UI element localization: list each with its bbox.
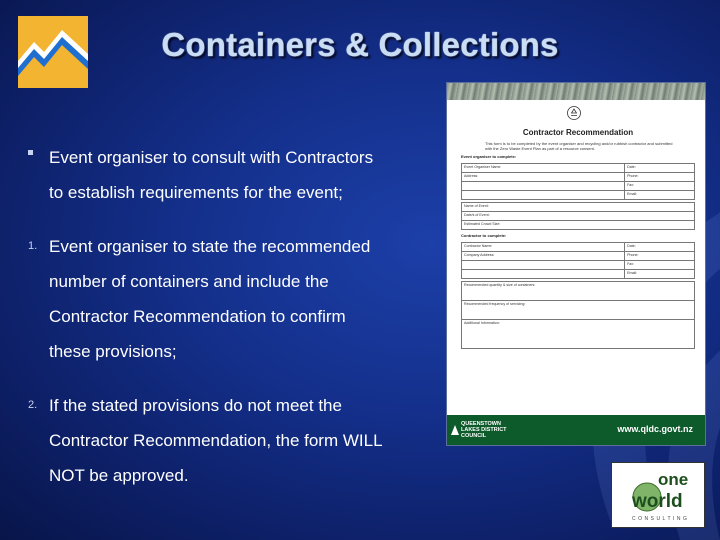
page-title: Containers & Collections	[161, 26, 559, 63]
form-table	[461, 242, 695, 279]
form-cell	[462, 261, 625, 270]
form-cell: Phone:	[625, 173, 695, 182]
form-cell: Name of Event:	[462, 203, 695, 212]
form-cell: Phone:	[625, 252, 695, 261]
list-line: number of containers and include the	[49, 272, 329, 291]
list-line: these provisions;	[49, 342, 177, 361]
list-number: 2.	[28, 399, 38, 411]
list-line: to establish requirements for the event;	[49, 183, 343, 202]
form-footer	[447, 415, 705, 445]
logo-text-world: world	[632, 491, 683, 512]
form-title: Contractor Recommendation	[522, 128, 634, 137]
form-section-heading: Contractor to complete:	[461, 233, 507, 238]
bullet-marker	[28, 150, 33, 155]
form-cell: Email:	[625, 191, 695, 200]
list-item	[22, 140, 432, 210]
council-line: LAKES DISTRICT	[461, 427, 507, 433]
logo-text-one: one	[658, 470, 689, 489]
form-intro: This form is to be completed by the event organiser and recycling and/or rubbish contractor and submitted with the Zero Waste Event Plan as part of a resource consent.	[485, 141, 673, 151]
form-section-heading: Event organiser to complete:	[461, 154, 517, 159]
list-item	[22, 229, 432, 369]
form-cell	[462, 182, 625, 191]
council-mark-icon	[451, 423, 459, 435]
form-cell: Contractor Name:	[462, 243, 625, 252]
form-table	[461, 281, 695, 349]
form-cell	[462, 191, 625, 200]
list-line: If the stated provisions do not meet the	[49, 396, 342, 415]
list-item	[22, 388, 432, 493]
form-cell: Address:	[462, 173, 625, 182]
one-world-logo	[611, 462, 705, 528]
list-line: Event organiser to consult with Contractors	[49, 148, 374, 167]
form-cell: Recommended frequency of servicing:	[462, 301, 695, 320]
form-cell: Fax:	[625, 261, 695, 270]
council-line: QUEENSTOWN	[461, 421, 501, 427]
form-cell: Estimated Crowd Size:	[462, 221, 695, 230]
form-banner	[447, 83, 705, 100]
form-table	[461, 202, 695, 230]
list-line: Contractor Recommendation to confirm	[49, 307, 346, 326]
form-cell: Recommended quantity & size of containers:	[462, 282, 695, 301]
recycle-icon	[567, 106, 581, 120]
form-table	[461, 163, 695, 200]
form-cell: Event Organiser Name	[462, 164, 625, 173]
council-name	[461, 421, 507, 439]
contractor-recommendation-form-image	[446, 82, 706, 446]
form-cell: Email:	[625, 270, 695, 279]
bullet-list	[22, 140, 432, 493]
form-cell: Date:	[625, 164, 695, 173]
list-line: Contractor Recommendation, the form WILL	[49, 431, 383, 450]
form-cell: Date:	[625, 243, 695, 252]
form-cell	[462, 270, 625, 279]
logo-text-consulting: CONSULTING	[632, 516, 690, 522]
list-line: Event organiser to state the recommended	[49, 237, 371, 256]
form-cell: Date/s of Event:	[462, 212, 695, 221]
form-cell: Company Address:	[462, 252, 625, 261]
list-line: NOT be approved.	[49, 466, 189, 485]
list-number: 1.	[28, 240, 38, 252]
council-line: COUNCIL	[461, 433, 487, 439]
form-cell: Additional Information:	[462, 320, 695, 349]
form-cell: Fax:	[625, 182, 695, 191]
one-world-logo-icon	[612, 463, 704, 527]
council-url: www.qldc.govt.nz	[617, 424, 693, 434]
